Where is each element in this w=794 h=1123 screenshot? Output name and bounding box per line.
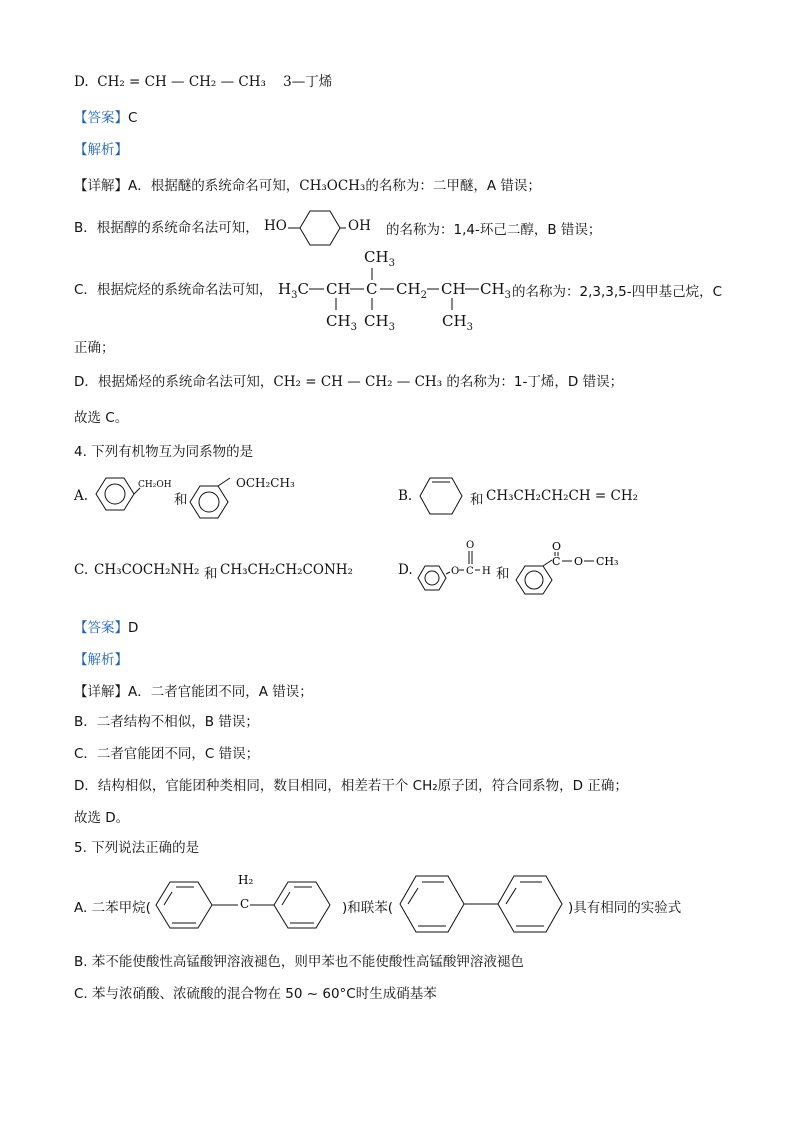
svg-text:O: O	[552, 540, 562, 553]
cyclohexene-structure-icon	[416, 474, 468, 520]
formula: CH₃CH₂CH₂CONH₂	[220, 562, 353, 578]
q3-detail-a	[74, 176, 541, 196]
q4-answer	[74, 618, 138, 638]
analysis-label: 【解析】	[74, 142, 128, 158]
detail-text: 的名称为：1-丁烯，D 错误；	[446, 374, 624, 390]
svg-text:CH₃: CH₃	[596, 555, 619, 568]
svg-text:O: O	[574, 555, 584, 568]
answer-label: 【答案】	[74, 110, 128, 126]
svg-text:O: O	[466, 540, 475, 551]
formula: CH₃COCH₂NH₂	[94, 562, 200, 578]
q3-detail-b	[74, 218, 259, 238]
q3-option-d	[74, 72, 332, 92]
detail-text: D．根据烯烃的系统命名法可知，	[74, 374, 274, 390]
option-text: )具有相同的实验式	[568, 900, 682, 916]
svg-text:CH2: $CH_2$	[396, 280, 427, 301]
q3-detail-d	[74, 372, 623, 392]
question-stem: 4. 下列有机物互为同系物的是	[74, 444, 254, 460]
q4-analysis-label	[74, 650, 128, 670]
question-stem: 5. 下列说法正确的是	[74, 840, 200, 856]
substituent-label: OCH₂CH₃	[236, 476, 295, 490]
detail-text: 正确；	[74, 340, 115, 356]
svg-text:C: C	[240, 897, 250, 911]
option-text: C. 苯与浓硝酸、浓硫酸的混合物在 50 ~ 60°C时生成硝基苯	[74, 986, 437, 1002]
analysis-label: 【解析】	[74, 652, 128, 668]
option-letter: A.	[74, 488, 89, 504]
oh-label: OH	[348, 218, 371, 234]
svg-text:C: C	[552, 555, 561, 568]
detail-text: C．根据烷烃的系统命名法可知，	[74, 282, 273, 298]
answer-value: D	[128, 620, 139, 636]
diphenylmethane-structure-icon	[152, 870, 342, 940]
svg-text:O: O	[451, 566, 460, 577]
phenyl-formate-structure-icon	[414, 540, 498, 598]
detail-text: B．根据醇的系统命名法可知，	[74, 220, 259, 236]
svg-text:H3C: $H_3C$	[278, 280, 309, 301]
option-letter: D.	[398, 562, 413, 578]
and-text: 和	[496, 566, 510, 582]
detail-text: D．结构相似，官能团种类相同，数目相同，相差若干个 CH₂原子团，符合同系物，D 正确；	[74, 778, 628, 794]
detail-text: 的名称为：1,4-环己二醇，B 错误；	[386, 222, 602, 238]
svg-text:CH3: $CH_3$	[480, 280, 511, 301]
svg-text:CH3: $CH_3$	[442, 312, 473, 332]
svg-text:C: C	[466, 566, 474, 577]
option-letter: D.	[74, 74, 89, 90]
formula: CH₃OCH₃	[299, 178, 366, 194]
svg-text:CH3: $CH_3$	[364, 248, 395, 269]
conclusion: 故选 D。	[74, 810, 130, 826]
and-text: 和	[470, 492, 484, 508]
q3-analysis-label	[74, 140, 128, 160]
option-text: A. 二苯甲烷(	[74, 900, 151, 916]
answer-value: C	[128, 110, 138, 126]
svg-text:CH3: $CH_3$	[364, 312, 395, 332]
option-text: B. 苯不能使酸性高锰酸钾溶液褪色，则甲苯也不能使酸性高锰酸钾溶液褪色	[74, 954, 524, 970]
q3-detail-c	[74, 280, 272, 300]
detail-text: B．二者结构不相似，B 错误；	[74, 714, 259, 730]
ho-label: HO	[264, 218, 287, 234]
formula: CH₂ = CH — CH₂ — CH₃	[97, 74, 266, 90]
compound-name: 3—丁烯	[283, 74, 333, 90]
and-text: 和	[174, 492, 188, 508]
svg-text:CH: CH	[326, 280, 351, 298]
substituent-label: CH₂OH	[138, 480, 172, 490]
detail-text: 【详解】A．二者官能团不同，A 错误；	[74, 684, 313, 700]
ethoxybenzene-structure-icon	[186, 476, 242, 526]
formula: CH₂ = CH — CH₂ — CH₃	[273, 374, 443, 390]
option-letter: B.	[398, 488, 413, 504]
detail-text: 【详解】A．根据醚的系统命名可知，	[74, 178, 300, 194]
svg-text:H₂: H₂	[238, 873, 254, 887]
tetramethylhexane-structure-icon	[276, 246, 512, 332]
answer-label: 【答案】	[74, 620, 128, 636]
detail-text: 的名称为：2,3,3,5-四甲基己烷，C	[512, 284, 723, 300]
svg-text:CH: CH	[441, 280, 466, 298]
svg-text:H: H	[482, 566, 491, 577]
q3-answer	[74, 108, 137, 128]
cyclohexane-ring-icon	[288, 206, 348, 250]
option-letter: C.	[74, 562, 89, 578]
methyl-benzoate-structure-icon	[510, 538, 630, 602]
detail-text: 的名称为：二甲醚，A 错误；	[365, 178, 541, 194]
conclusion: 故选 C。	[74, 410, 129, 426]
biphenyl-structure-icon	[398, 866, 568, 942]
detail-text: C．二者官能团不同，C 错误；	[74, 746, 260, 762]
svg-text:C: C	[366, 280, 378, 298]
option-text: )和联苯(	[342, 900, 394, 916]
formula: CH₃CH₂CH₂CH = CH₂	[486, 488, 639, 504]
svg-text:CH3: $CH_3$	[326, 312, 357, 332]
and-text: 和	[204, 566, 218, 582]
